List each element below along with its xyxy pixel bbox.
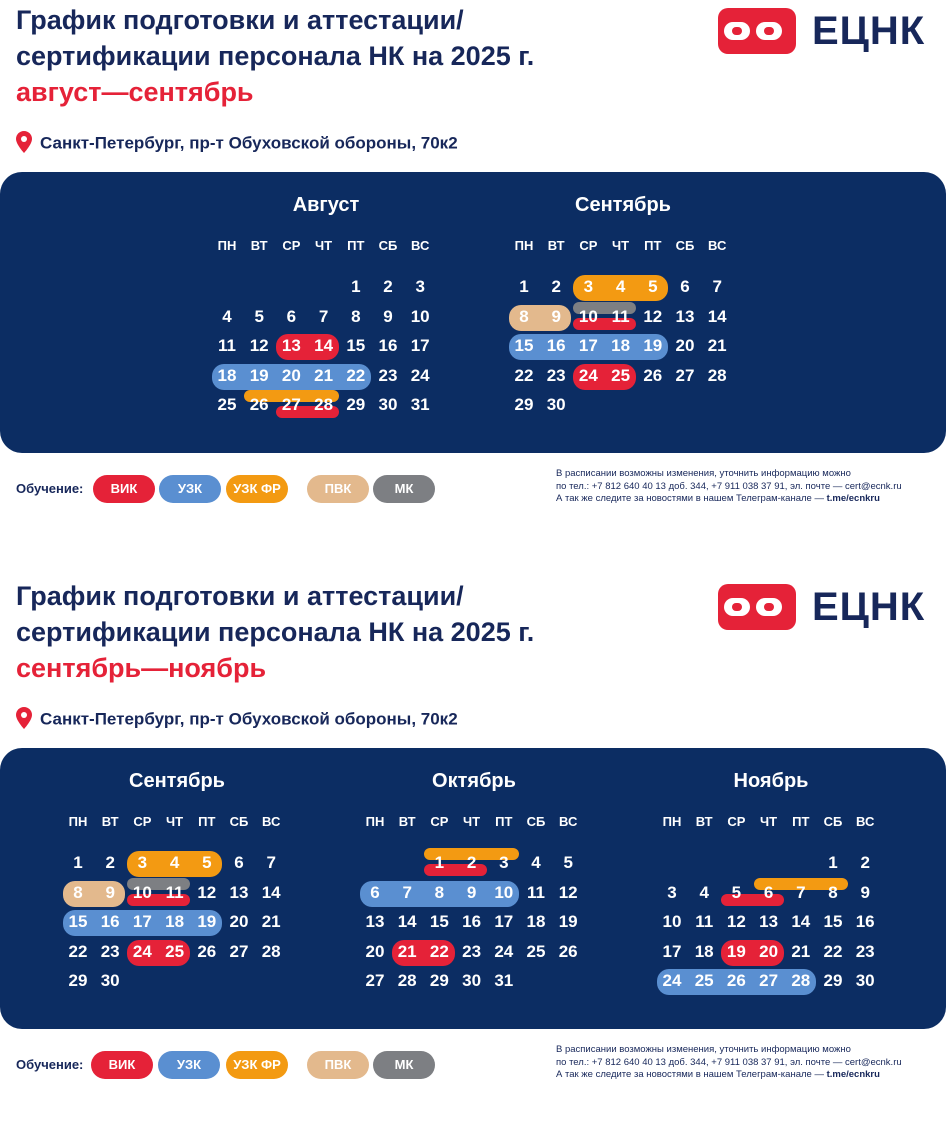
calendar-day: 23 bbox=[855, 941, 875, 961]
calendar-day: 7 bbox=[318, 306, 329, 326]
calendar-day: 15 bbox=[68, 912, 88, 931]
calendar-day: 30 bbox=[462, 971, 482, 990]
address-text: Санкт-Петербург, пр-т Обуховской обороны, 70к2 bbox=[40, 709, 458, 729]
calendar-day: 25 bbox=[217, 395, 237, 414]
calendar-day: 5 bbox=[254, 306, 264, 326]
calendar-day: 14 bbox=[314, 336, 334, 355]
calendar-day: 1 bbox=[828, 853, 838, 872]
calendar-day: 21 bbox=[791, 941, 811, 961]
month-name: Сентябрь bbox=[129, 770, 225, 792]
calendar-day: 16 bbox=[855, 912, 875, 931]
calendar-day: 17 bbox=[578, 336, 598, 355]
calendar-day: 10 bbox=[132, 882, 152, 902]
calendar-day: 26 bbox=[643, 365, 663, 385]
note-line-2: по тел.: +7 812 640 40 13 доб. 344, +7 911 038 37 91, эл. почте — cert@ecnk.ru bbox=[556, 480, 902, 492]
calendar-day: 8 bbox=[351, 306, 361, 326]
calendar-day: 29 bbox=[823, 971, 843, 990]
calendar-day: 1 bbox=[73, 853, 83, 872]
calendar-day: 4 bbox=[222, 306, 232, 326]
schedule-sheet-sep-nov bbox=[0, 576, 946, 1146]
calendar-day: 22 bbox=[68, 941, 88, 961]
legend-uzk: УЗК bbox=[159, 475, 221, 503]
calendar-day: 18 bbox=[526, 912, 546, 931]
calendar-day: 20 bbox=[365, 941, 385, 961]
weekday-header: ПТ bbox=[644, 238, 662, 253]
weekday-header: ЧТ bbox=[166, 814, 184, 829]
title-line-1: График подготовки и аттестации/ bbox=[16, 581, 464, 611]
calendar-day: 28 bbox=[314, 395, 334, 414]
calendar-day: 8 bbox=[828, 882, 838, 902]
legend-label: Обучение: bbox=[16, 1057, 84, 1072]
period-subtitle: август—сентябрь bbox=[16, 77, 254, 107]
calendar-day: 27 bbox=[759, 971, 779, 990]
calendar-day: 23 bbox=[462, 941, 482, 961]
legend-pvk: ПВК bbox=[307, 1051, 369, 1079]
calendar-day: 11 bbox=[527, 882, 545, 902]
calendar-day: 9 bbox=[466, 882, 477, 902]
weekday-header: ВТ bbox=[547, 238, 565, 253]
calendar-day: 17 bbox=[662, 941, 682, 961]
calendar-day: 6 bbox=[370, 882, 380, 902]
calendar-day: 18 bbox=[611, 336, 631, 355]
weekday-header: ВС bbox=[411, 238, 430, 253]
calendar-day: 14 bbox=[261, 882, 281, 902]
calendar-day: 12 bbox=[643, 306, 663, 326]
weekday-header: СБ bbox=[823, 814, 843, 829]
calendar-day: 14 bbox=[397, 912, 417, 931]
calendar-day: 25 bbox=[526, 941, 546, 961]
calendar-day: 2 bbox=[105, 853, 115, 872]
calendar-day: 10 bbox=[494, 882, 514, 902]
calendar-day: 29 bbox=[514, 395, 534, 414]
calendar-day: 18 bbox=[694, 941, 714, 961]
calendar-day: 16 bbox=[378, 336, 398, 355]
weekday-header: СР bbox=[727, 814, 746, 829]
calendar-day: 10 bbox=[662, 912, 682, 931]
weekday-header: ЧТ bbox=[463, 814, 481, 829]
legend-label: Обучение: bbox=[16, 481, 84, 496]
schedule-title bbox=[16, 578, 534, 686]
logo-text: ЕЦНК bbox=[812, 585, 926, 629]
calendar-day: 1 bbox=[351, 277, 361, 296]
month-name: Октябрь bbox=[432, 770, 516, 792]
calendar-day: 3 bbox=[583, 277, 594, 296]
calendar-day: 19 bbox=[197, 912, 217, 931]
calendar-day: 30 bbox=[378, 395, 398, 414]
calendar-day: 7 bbox=[796, 882, 806, 902]
calendar-day: 19 bbox=[643, 336, 663, 355]
weekday-header: ПТ bbox=[495, 814, 513, 829]
calendar-day: 21 bbox=[707, 336, 727, 355]
calendar-day: 8 bbox=[519, 306, 529, 326]
calendar-day: 12 bbox=[197, 882, 217, 902]
calendar-day: 17 bbox=[494, 912, 514, 931]
logo-mark-icon bbox=[718, 584, 796, 630]
calendar-day: 14 bbox=[707, 306, 727, 326]
calendar-day: 25 bbox=[611, 365, 631, 385]
calendar-day: 14 bbox=[791, 912, 811, 931]
legend-uzk-fr: УЗК ФР bbox=[226, 475, 288, 503]
weekday-header: ВТ bbox=[398, 814, 416, 829]
weekday-header: ВТ bbox=[250, 238, 268, 253]
ecnk-logo bbox=[718, 8, 934, 54]
location-pin-icon bbox=[16, 707, 32, 729]
calendar-day: 26 bbox=[197, 941, 217, 961]
weekday-header: ПН bbox=[662, 814, 682, 829]
calendar-day: 22 bbox=[346, 365, 366, 385]
calendar-day: 9 bbox=[551, 306, 561, 326]
calendar-day: 12 bbox=[249, 336, 269, 355]
calendar-day: 11 bbox=[165, 882, 184, 902]
calendar-day: 17 bbox=[132, 912, 152, 931]
month-name: Сентябрь bbox=[575, 194, 671, 216]
calendar-day: 28 bbox=[397, 971, 417, 990]
calendar-day: 3 bbox=[499, 853, 509, 872]
calendar-day: 9 bbox=[860, 882, 870, 902]
calendar-day: 13 bbox=[365, 912, 385, 931]
month-name: Август bbox=[292, 194, 360, 216]
legend-uzk-fr: УЗК ФР bbox=[226, 1051, 288, 1079]
calendar-day: 8 bbox=[434, 882, 445, 902]
calendar-day: 26 bbox=[726, 971, 746, 990]
calendar-day: 27 bbox=[281, 395, 301, 414]
weekday-header: ВС bbox=[559, 814, 578, 829]
calendar-panel bbox=[0, 172, 946, 453]
legend-mk: МК bbox=[373, 475, 435, 503]
calendar-day: 10 bbox=[410, 306, 430, 326]
calendar-day: 5 bbox=[648, 277, 658, 296]
calendar-day: 21 bbox=[261, 912, 281, 931]
calendar-day: 2 bbox=[860, 853, 870, 872]
calendar-day: 6 bbox=[680, 277, 690, 296]
calendar-day: 6 bbox=[234, 853, 244, 872]
calendar-day: 19 bbox=[249, 365, 269, 385]
weekday-header: СБ bbox=[229, 814, 249, 829]
calendar-day: 16 bbox=[100, 912, 120, 931]
calendar-day: 25 bbox=[165, 941, 185, 961]
calendar-day: 28 bbox=[791, 971, 811, 990]
weekday-header: ЧТ bbox=[612, 238, 630, 253]
note-line-1: В расписании возможны изменения, уточнить информацию можно bbox=[556, 1044, 851, 1055]
weekday-header: СР bbox=[579, 238, 598, 253]
calendar-day: 22 bbox=[429, 941, 449, 961]
weekday-header: ПТ bbox=[792, 814, 810, 829]
calendar-panel bbox=[0, 748, 946, 1029]
note-text: А так же следите за новостями в нашем Телеграм-канале — bbox=[556, 1069, 827, 1080]
weekday-header: СБ bbox=[526, 814, 546, 829]
calendar-day: 15 bbox=[514, 336, 534, 355]
calendar-day: 3 bbox=[415, 277, 425, 296]
note-line-3 bbox=[556, 493, 902, 506]
schedule-title bbox=[16, 2, 534, 110]
calendar-day: 19 bbox=[558, 912, 578, 931]
calendar-day: 4 bbox=[615, 277, 626, 296]
calendar-day: 26 bbox=[249, 395, 269, 414]
calendar-day: 1 bbox=[434, 853, 445, 872]
calendar-day: 29 bbox=[429, 971, 449, 990]
calendar-day: 6 bbox=[763, 882, 774, 902]
weekday-header: СР bbox=[282, 238, 301, 253]
calendar-day: 29 bbox=[68, 971, 88, 990]
calendar-day: 13 bbox=[675, 306, 695, 326]
schedule-note bbox=[556, 1044, 902, 1082]
calendar-day: 31 bbox=[410, 395, 430, 414]
calendar-day: 20 bbox=[675, 336, 695, 355]
calendar-day: 15 bbox=[429, 912, 449, 931]
calendar-day: 5 bbox=[563, 853, 573, 872]
address-line bbox=[16, 709, 458, 730]
title-line-2: сертификации персонала НК на 2025 г. bbox=[16, 41, 535, 71]
calendar-day: 27 bbox=[229, 941, 249, 961]
weekday-header: ВС bbox=[708, 238, 727, 253]
weekday-header: ЧТ bbox=[760, 814, 778, 829]
calendar-day: 24 bbox=[662, 971, 682, 990]
calendar-day: 12 bbox=[558, 882, 578, 902]
calendar-day: 5 bbox=[731, 882, 742, 902]
calendar-day: 24 bbox=[578, 365, 598, 385]
calendar-day: 13 bbox=[281, 336, 301, 355]
calendar-day: 22 bbox=[514, 365, 534, 385]
calendar-day: 12 bbox=[726, 912, 746, 931]
calendar-day: 15 bbox=[823, 912, 843, 931]
calendar-day: 13 bbox=[229, 882, 249, 902]
legend-pvk: ПВК bbox=[307, 475, 369, 503]
calendar-day: 2 bbox=[383, 277, 393, 296]
calendar-day: 28 bbox=[261, 941, 281, 961]
calendar-day: 6 bbox=[286, 306, 297, 326]
calendar-day: 16 bbox=[462, 912, 482, 931]
telegram-link[interactable]: t.me/ecnkru bbox=[826, 1069, 880, 1080]
schedule-note bbox=[556, 468, 902, 506]
calendar-day: 3 bbox=[137, 853, 148, 872]
calendar-day: 4 bbox=[699, 882, 709, 902]
calendar-day: 4 bbox=[169, 853, 180, 872]
calendar-day: 30 bbox=[100, 971, 120, 990]
calendar-day: 11 bbox=[218, 336, 236, 355]
calendar-day: 20 bbox=[759, 941, 779, 961]
calendar-day: 24 bbox=[410, 365, 430, 385]
month-name: Ноябрь bbox=[733, 770, 809, 792]
weekday-header: ПТ bbox=[347, 238, 365, 253]
calendar-day: 7 bbox=[402, 882, 412, 902]
legend-mk: МК bbox=[373, 1051, 435, 1079]
calendar-day: 11 bbox=[695, 912, 714, 931]
calendar-day: 18 bbox=[217, 365, 237, 385]
period-subtitle: сентябрь—ноябрь bbox=[16, 653, 267, 683]
calendar-day: 30 bbox=[855, 971, 875, 990]
calendar-day: 16 bbox=[546, 336, 566, 355]
logo-text: ЕЦНК bbox=[812, 9, 926, 53]
weekday-header: ЧТ bbox=[315, 238, 333, 253]
calendar-day: 21 bbox=[397, 941, 417, 961]
calendar-day: 19 bbox=[726, 941, 746, 961]
calendar-day: 3 bbox=[667, 882, 677, 902]
weekday-header: СР bbox=[133, 814, 152, 829]
calendar-day: 2 bbox=[551, 277, 561, 296]
calendar-day: 20 bbox=[229, 912, 249, 931]
calendar-day: 27 bbox=[365, 971, 385, 990]
calendar-day: 8 bbox=[73, 882, 83, 902]
title-line-2: сертификации персонала НК на 2025 г. bbox=[16, 617, 535, 647]
calendar-day: 9 bbox=[383, 306, 393, 326]
calendar-day: 23 bbox=[378, 365, 398, 385]
logo-mark-icon bbox=[718, 8, 796, 54]
weekday-header: ПТ bbox=[198, 814, 216, 829]
calendar-day: 7 bbox=[266, 853, 276, 872]
calendar-day: 5 bbox=[202, 853, 212, 872]
weekday-header: ВС bbox=[262, 814, 281, 829]
calendar-day: 15 bbox=[346, 336, 366, 355]
weekday-header: СБ bbox=[675, 238, 695, 253]
address-text: Санкт-Петербург, пр-т Обуховской обороны, 70к2 bbox=[40, 133, 458, 153]
calendar-day: 24 bbox=[132, 941, 152, 961]
calendar-day: 10 bbox=[578, 306, 598, 326]
calendar-day: 7 bbox=[712, 277, 722, 296]
calendar-day: 23 bbox=[546, 365, 566, 385]
calendar-day: 4 bbox=[531, 853, 541, 872]
legend-vik: ВИК bbox=[93, 475, 155, 503]
calendar-day: 21 bbox=[314, 365, 334, 385]
title-line-1: График подготовки и аттестации/ bbox=[16, 5, 464, 35]
weekday-header: ПН bbox=[365, 814, 385, 829]
weekday-header: ПН bbox=[217, 238, 237, 253]
calendar-day: 11 bbox=[611, 306, 630, 326]
note-line-3 bbox=[556, 1069, 902, 1082]
calendar-day: 24 bbox=[494, 941, 514, 961]
calendar-day: 17 bbox=[410, 336, 430, 355]
calendar-day: 28 bbox=[707, 365, 727, 385]
telegram-link[interactable]: t.me/ecnkru bbox=[826, 493, 880, 504]
note-line-2: по тел.: +7 812 640 40 13 доб. 344, +7 911 038 37 91, эл. почте — cert@ecnk.ru bbox=[556, 1056, 902, 1068]
weekday-header: ПН bbox=[68, 814, 88, 829]
note-text: А так же следите за новостями в нашем Телеграм-канале — bbox=[556, 493, 827, 504]
calendar-day: 30 bbox=[546, 395, 566, 414]
schedule-sheet-aug-sep bbox=[0, 0, 946, 570]
calendar-day: 2 bbox=[466, 853, 477, 872]
calendar-day: 23 bbox=[100, 941, 120, 961]
weekday-header: ПН bbox=[514, 238, 534, 253]
weekday-header: СБ bbox=[378, 238, 398, 253]
calendar-day: 26 bbox=[558, 941, 578, 961]
weekday-header: СР bbox=[430, 814, 449, 829]
weekday-header: ВТ bbox=[695, 814, 713, 829]
calendar-day: 31 bbox=[494, 971, 514, 990]
calendar-day: 27 bbox=[675, 365, 695, 385]
weekday-header: ВТ bbox=[101, 814, 119, 829]
calendar-day: 29 bbox=[346, 395, 366, 414]
calendar-day: 25 bbox=[694, 971, 714, 990]
legend-vik: ВИК bbox=[91, 1051, 153, 1079]
calendar-day: 9 bbox=[105, 882, 115, 902]
calendar-day: 13 bbox=[759, 912, 779, 931]
note-line-1: В расписании возможны изменения, уточнить информацию можно bbox=[556, 468, 851, 479]
legend-uzk: УЗК bbox=[158, 1051, 220, 1079]
location-pin-icon bbox=[16, 131, 32, 153]
address-line bbox=[16, 133, 458, 154]
weekday-header: ВС bbox=[856, 814, 875, 829]
calendar-day: 20 bbox=[281, 365, 301, 385]
calendar-day: 18 bbox=[165, 912, 185, 931]
calendar-day: 22 bbox=[823, 941, 843, 961]
ecnk-logo bbox=[718, 584, 934, 630]
calendar-day: 1 bbox=[519, 277, 529, 296]
